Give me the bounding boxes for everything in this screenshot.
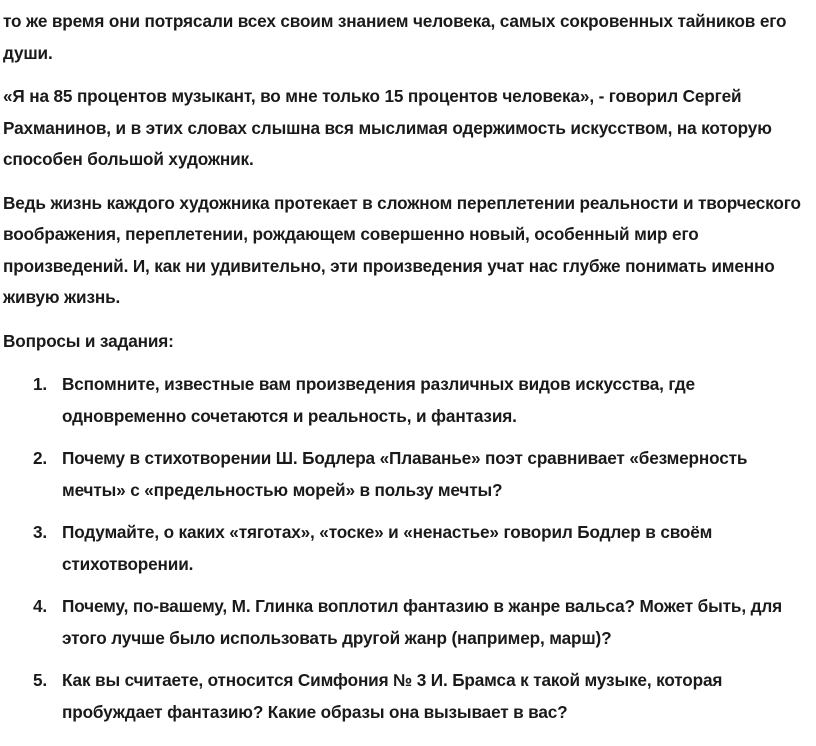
paragraph-intro: то же время они потрясали всех своим знанием человека, самых сокровенных тайников его души. bbox=[3, 11, 787, 63]
question-text: Подумайте, о каких «тяготах», «тоске» и «ненастье» говорил Бодлер в своём стихотворении. bbox=[62, 522, 713, 574]
paragraph-rachmaninov-quote: «Я на 85 процентов музыкант, во мне только 15 процентов человека», - говорил Сергей Рахманинов, и в этих словах слышна вся мыслимая одержимость искусством, на которую способен большой художник. bbox=[3, 86, 772, 169]
questions-list bbox=[3, 369, 812, 728]
question-number: 2. bbox=[33, 448, 48, 468]
question-number: 3. bbox=[33, 522, 48, 542]
question-text: Вспомните, известные вам произведения различных видов искусства, где одновременно сочетаются и реальность, и фантазия. bbox=[62, 374, 695, 426]
question-number: 1. bbox=[33, 374, 48, 394]
question-item bbox=[3, 517, 812, 580]
question-text: Почему, по-вашему, М. Глинка воплотил фантазию в жанре вальса? Может быть, для этого лучше было использовать другой жанр (например, марш)? bbox=[62, 596, 782, 648]
question-text: Почему в стихотворении Ш. Бодлера «Плаванье» поэт сравнивает «безмерность мечты» с «предельностью морей» в пользу мечты? bbox=[62, 448, 748, 500]
question-text: Как вы считаете, относится Симфония № 3 И. Брамса к такой музыке, которая пробуждает фантазию? Какие образы она вызывает в вас? bbox=[62, 670, 723, 722]
question-item bbox=[3, 369, 812, 432]
question-item bbox=[3, 443, 812, 506]
paragraph-artist-life: Ведь жизнь каждого художника протекает в сложном переплетении реальности и творческого воображения, переплетении, рождающем совершенно новый, особенный мир его произведений. И, как ни удивительно, эти произведения учат нас глубже понимать именно живую жизнь. bbox=[3, 192, 801, 307]
question-number: 4. bbox=[33, 596, 48, 616]
question-item bbox=[3, 665, 812, 728]
questions-heading: Вопросы и задания: bbox=[3, 330, 174, 351]
question-number: 5. bbox=[33, 670, 48, 690]
question-item bbox=[3, 591, 812, 654]
